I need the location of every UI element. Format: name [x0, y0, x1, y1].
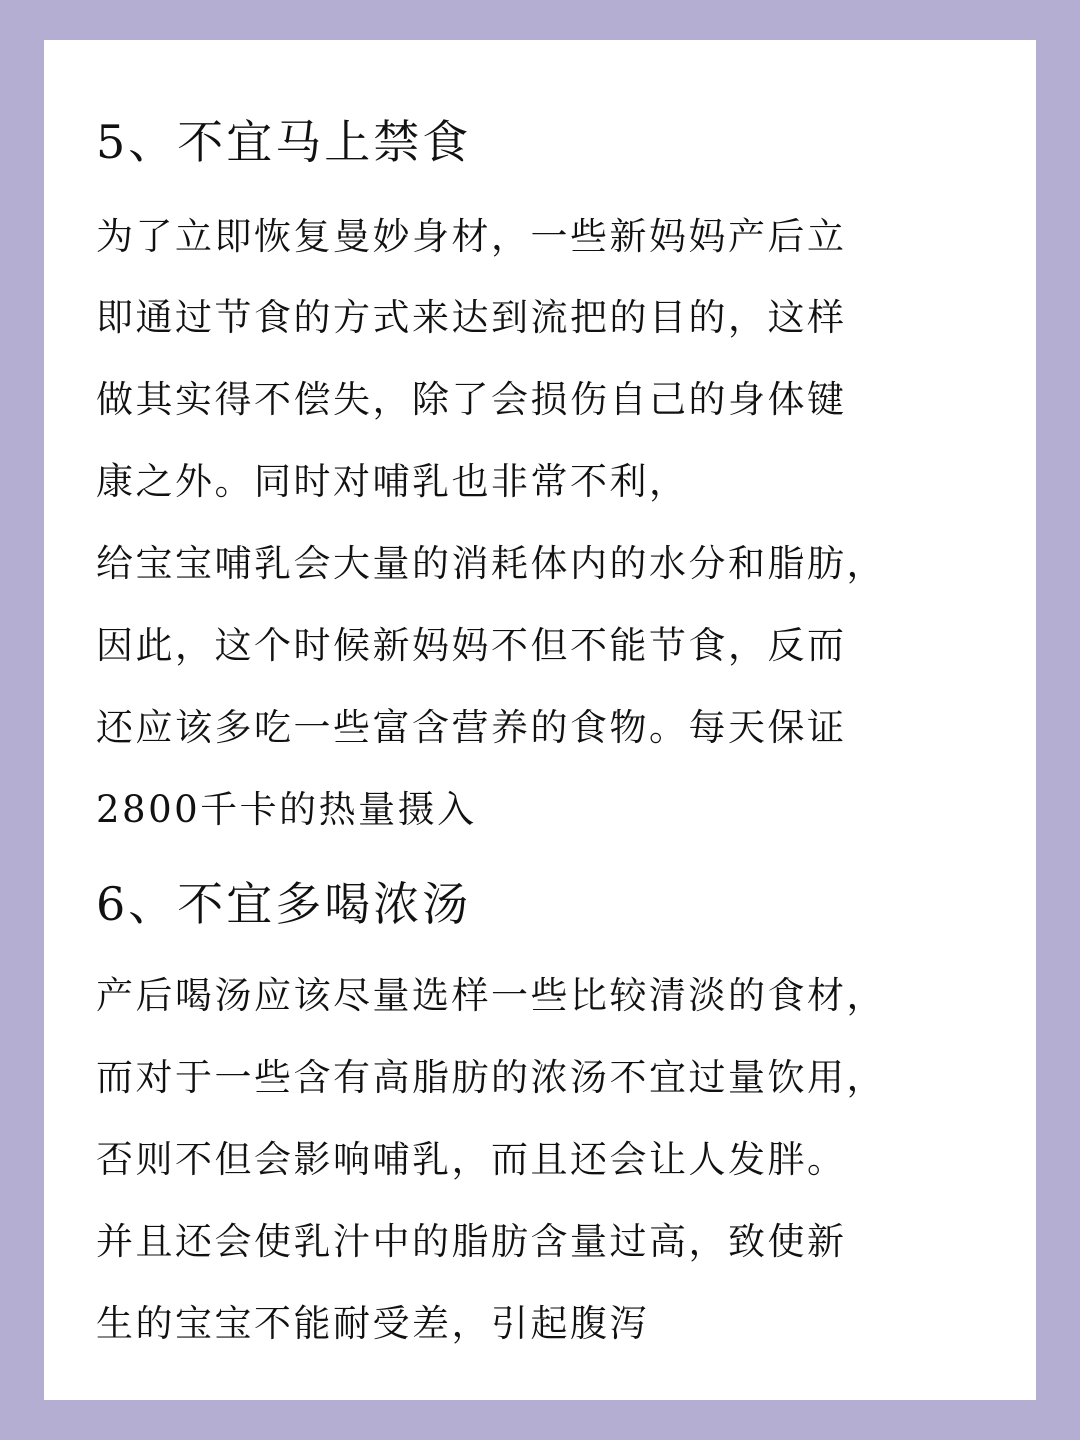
- paragraph-line: 并且还会使乳汁中的脂肪含量过高，致使新: [96, 1220, 847, 1263]
- paragraph-line: 而对于一些含有高脂肪的浓汤不宜过量饮用，: [96, 1056, 886, 1099]
- section-heading-5: 5、不宜马上禁食: [96, 115, 472, 169]
- paragraph-line: 因此，这个时候新妈妈不但不能节食，反而: [96, 624, 847, 667]
- paragraph-line: 给宝宝哺乳会大量的消耗体内的水分和脂肪，: [96, 542, 886, 585]
- paragraph-line: 做其实得不偿失，除了会损伤自己的身体键: [96, 378, 847, 421]
- paragraph-line: 即通过节食的方式来达到流把的目的，这样: [96, 296, 847, 339]
- paragraph-line: 否则不但会影响哺乳，而且还会让人发胖。: [96, 1138, 847, 1181]
- paragraph-line: 产后喝汤应该尽量选样一些比较清淡的食材，: [96, 974, 886, 1017]
- content-card: [44, 40, 1036, 1400]
- paragraph-line: 2800千卡的热量摄入: [96, 788, 477, 831]
- paragraph-line: 生的宝宝不能耐受差，引起腹泻: [96, 1302, 649, 1345]
- section-heading-6: 6、不宜多喝浓汤: [96, 877, 472, 931]
- paragraph-line: 为了立即恢复曼妙身材，一些新妈妈产后立: [96, 215, 847, 258]
- paragraph-line: 康之外。同时对哺乳也非常不利，: [96, 460, 689, 503]
- paragraph-line: 还应该多吃一些富含营养的食物。每天保证: [96, 706, 847, 749]
